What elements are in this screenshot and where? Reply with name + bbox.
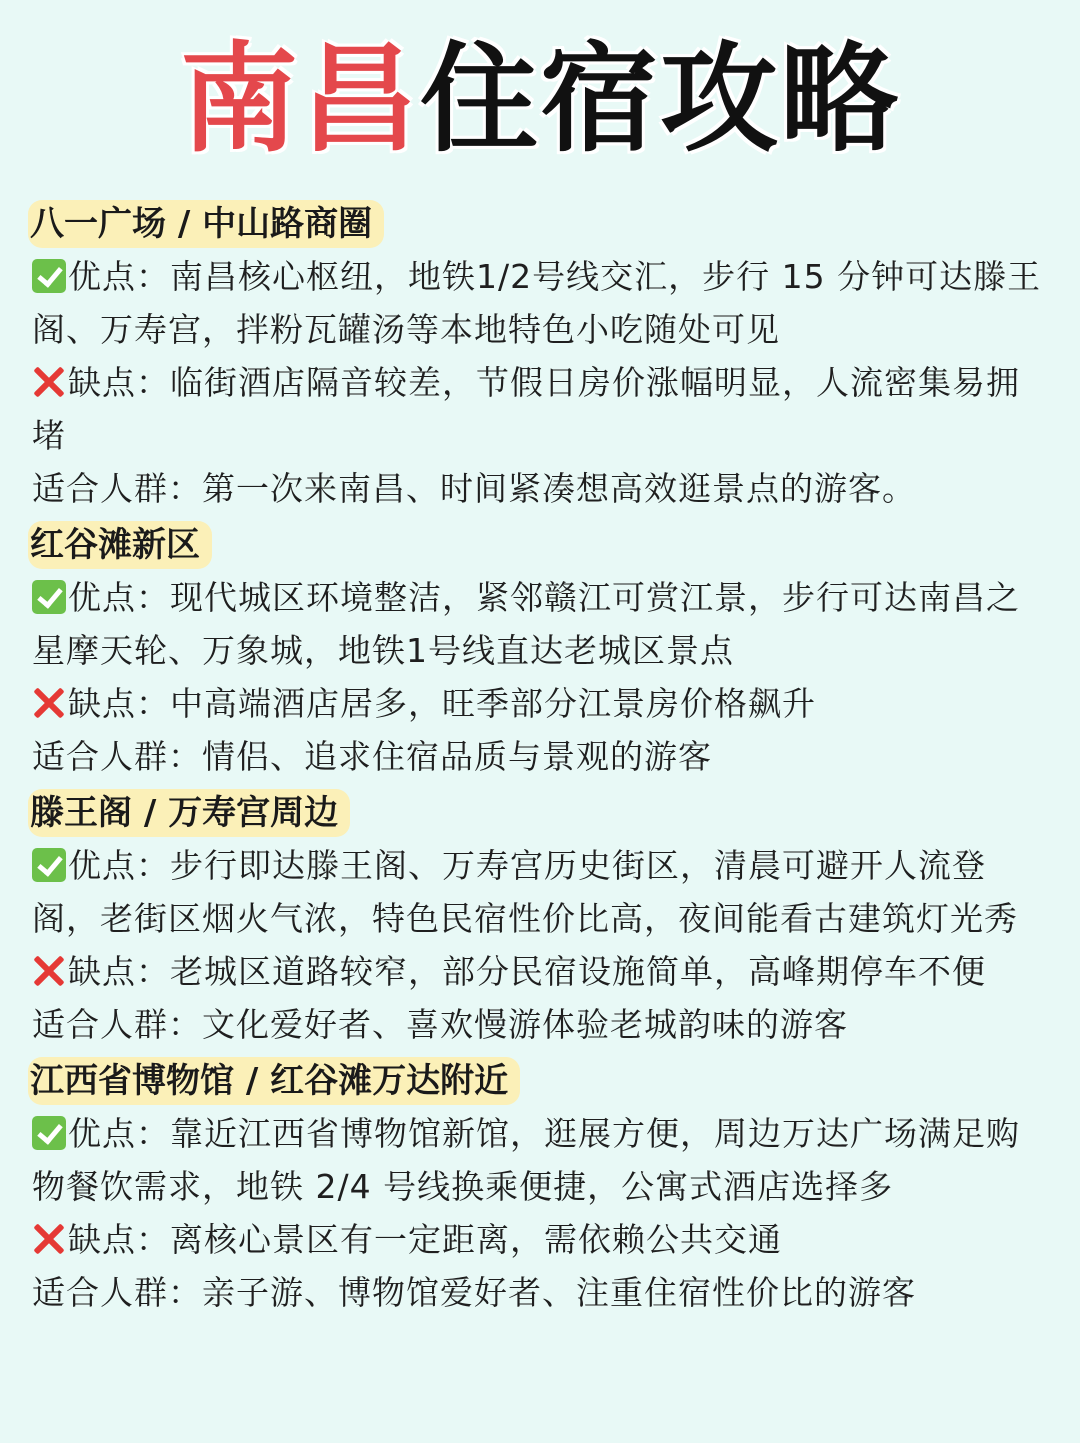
page-title <box>32 0 1048 194</box>
title-city: 南昌 <box>179 30 420 168</box>
pros-line <box>32 839 1048 945</box>
pros-text: 优点：靠近江西省博物馆新馆，逛展方便，周边万达广场满足购物餐饮需求，地铁 2/4 号线换乘便捷，公寓式酒店选择多 <box>32 1114 1020 1206</box>
section-heading: 红谷滩新区 <box>28 521 212 569</box>
pros-line <box>32 1107 1048 1213</box>
cons-line <box>32 677 1048 730</box>
cons-text: 缺点：临街酒店隔音较差，节假日房价涨幅明显，人流密集易拥堵 <box>32 363 1020 455</box>
cross-mark-icon <box>32 1222 66 1256</box>
suitable-line: 适合人群：情侣、追求住宿品质与景观的游客 <box>32 737 712 776</box>
section-heading: 江西省博物馆 / 红谷滩万达附近 <box>28 1057 520 1105</box>
section-tengwang-pavilion <box>32 783 1048 1051</box>
section-heading: 滕王阁 / 万寿宫周边 <box>28 789 350 837</box>
check-mark-icon <box>32 848 66 882</box>
section-honggutan <box>32 515 1048 783</box>
pros-text: 优点：南昌核心枢纽，地铁1/2号线交汇，步行 15 分钟可达滕王阁、万寿宫，拌粉瓦罐汤等本地特色小吃随处可见 <box>32 257 1042 349</box>
check-mark-icon <box>32 1116 66 1150</box>
pros-text: 优点：步行即达滕王阁、万寿宫历史街区，清晨可避开人流登阁，老街区烟火气浓，特色民宿性价比高，夜间能看古建筑灯光秀 <box>32 846 1018 938</box>
check-mark-icon <box>32 580 66 614</box>
section-bayi-square <box>32 194 1048 515</box>
pros-line <box>32 571 1048 677</box>
pros-text: 优点：现代城区环境整洁，紧邻赣江可赏江景，步行可达南昌之星摩天轮、万象城，地铁1号线直达老城区景点 <box>32 578 1020 670</box>
pros-line <box>32 250 1048 356</box>
section-heading: 八一广场 / 中山路商圈 <box>28 200 384 248</box>
section-jiangxi-museum <box>32 1051 1048 1319</box>
cross-mark-icon <box>32 954 66 988</box>
suitable-line: 适合人群：亲子游、博物馆爱好者、注重住宿性价比的游客 <box>32 1273 916 1312</box>
cons-text: 缺点：中高端酒店居多，旺季部分江景房价格飙升 <box>68 684 816 723</box>
cons-line <box>32 356 1048 462</box>
cross-mark-icon <box>32 365 66 399</box>
cross-mark-icon <box>32 686 66 720</box>
check-mark-icon <box>32 259 66 293</box>
cons-text: 缺点：离核心景区有一定距离，需依赖公共交通 <box>68 1220 782 1259</box>
title-topic: 住宿攻略 <box>420 30 901 168</box>
cons-line <box>32 945 1048 998</box>
suitable-line: 适合人群：文化爱好者、喜欢慢游体验老城韵味的游客 <box>32 1005 848 1044</box>
suitable-line: 适合人群：第一次来南昌、时间紧凑想高效逛景点的游客。 <box>32 469 916 508</box>
cons-line <box>32 1213 1048 1266</box>
cons-text: 缺点：老城区道路较窄，部分民宿设施简单，高峰期停车不便 <box>68 952 986 991</box>
